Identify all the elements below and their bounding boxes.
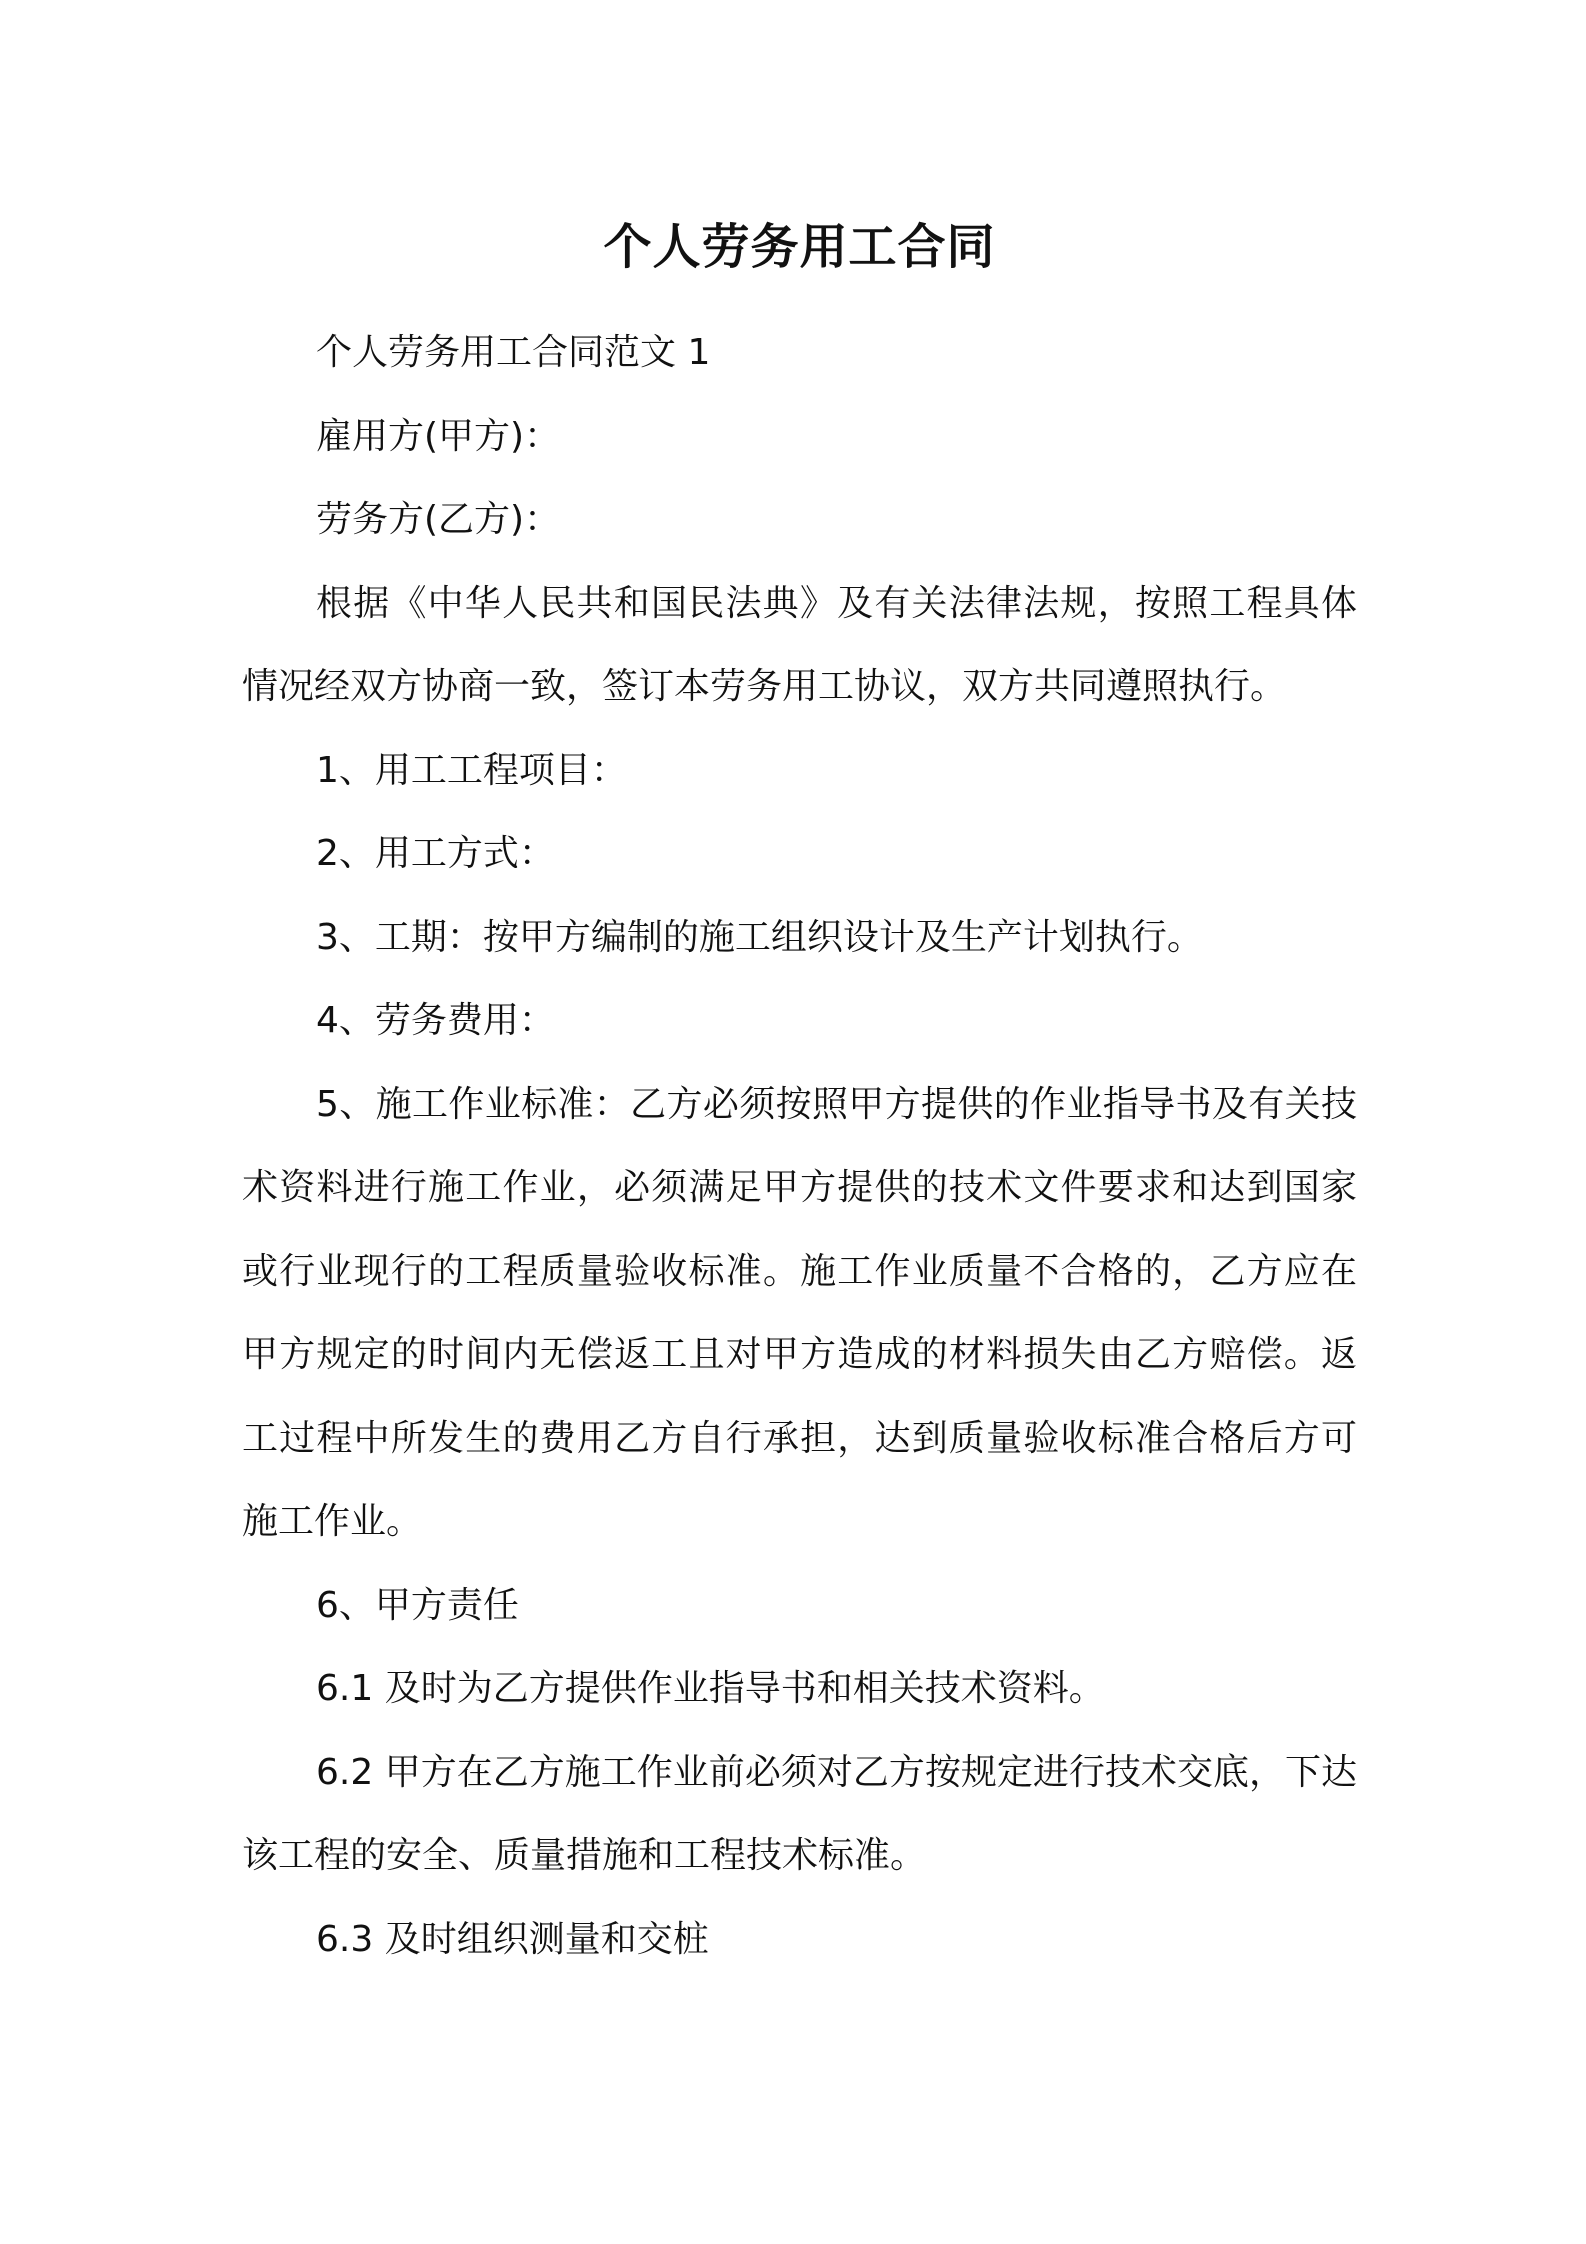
paragraph-preamble: 根据《中华人民共和国民法典》及有关法律法规，按照工程具体情况经双方协商一致，签订本劳务用工协议，双方共同遵照执行。 — [242, 582, 1357, 707]
clause-1-project: 1、用工工程项目： — [316, 749, 627, 791]
paragraph-worker-party: 劳务方(乙方)： — [316, 499, 561, 540]
clause-3-schedule: 3、工期：按甲方编制的施工组织设计及生产计划执行。 — [316, 916, 1203, 958]
paragraph-sample-heading: 个人劳务用工合同范文 1 — [316, 332, 711, 373]
clause-6-party-a-duties: 6、甲方责任 — [316, 1584, 519, 1626]
document-title: 个人劳务用工合同 — [603, 219, 996, 275]
clause-4-fees: 4、劳务费用： — [316, 1000, 555, 1041]
clause-6-3: 6.3 及时组织测量和交桩 — [316, 1918, 709, 1960]
document-body — [242, 205, 1357, 1981]
clause-6-1: 6.1 及时为乙方提供作业指导书和相关技术资料。 — [316, 1668, 1105, 1709]
clause-6-2: 6.2 甲方在乙方施工作业前必须对乙方按规定进行技术交底，下达该工程的安全、质量措施和工程技术标准。 — [242, 1751, 1357, 1876]
paragraph-employer-party: 雇用方(甲方)： — [316, 415, 561, 457]
clause-5-standards: 5、施工作业标准：乙方必须按照甲方提供的作业指导书及有关技术资料进行施工作业，必须满足甲方提供的技术文件要求和达到国家或行业现行的工程质量验收标准。施工作业质量不合格的，乙方应在甲方规定的时间内无偿返工且对甲方造成的材料损失由乙方赔偿。返工过程中所发生的费用乙方自行承担，达到质量验收标准合格后方可施工作业。 — [242, 1083, 1357, 1542]
clause-2-method: 2、用工方式： — [316, 833, 555, 874]
